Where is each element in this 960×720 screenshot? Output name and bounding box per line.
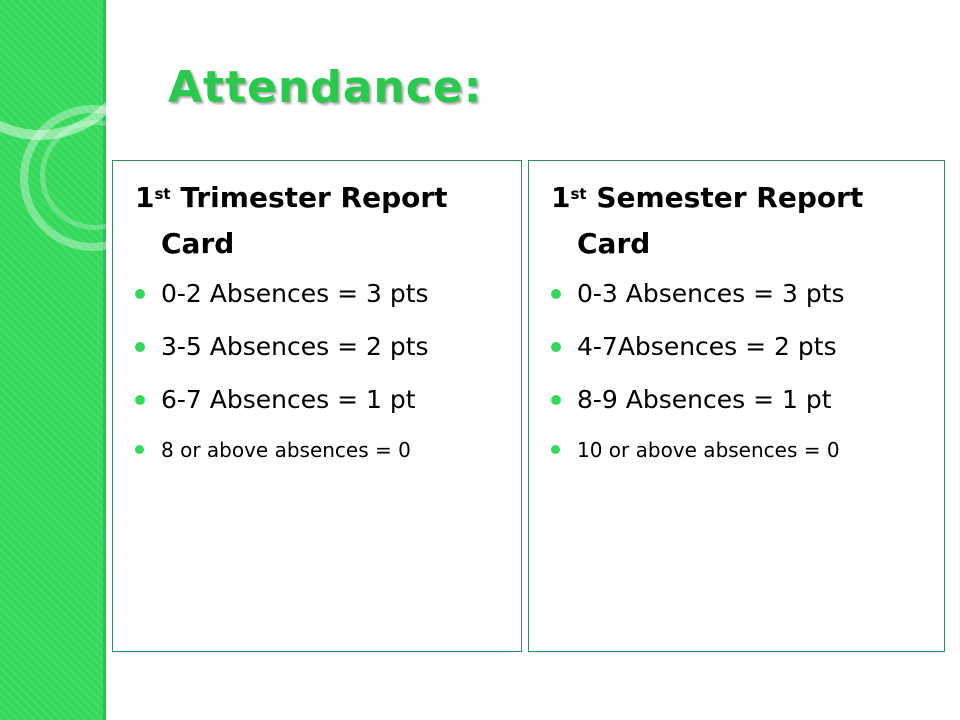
list-item — [551, 428, 845, 481]
list-item — [551, 375, 845, 428]
list-item — [135, 269, 429, 322]
semester-list — [551, 269, 845, 481]
semester-heading — [551, 175, 931, 267]
slide-title: Attendance: — [168, 62, 483, 113]
bullet-icon — [551, 289, 561, 299]
list-item-text: 0-3 Absences = 3 pts — [577, 279, 845, 308]
bullet-icon — [135, 289, 145, 299]
list-item-text: 3-5 Absences = 2 pts — [161, 332, 429, 361]
bullet-icon — [551, 395, 561, 405]
list-item-text: 10 or above absences = 0 — [577, 438, 840, 462]
heading-superscript: st — [154, 185, 171, 203]
semester-panel — [528, 160, 945, 652]
list-item-text: 0-2 Absences = 3 pts — [161, 279, 429, 308]
heading-line1: Semester Report — [596, 181, 864, 214]
list-item — [551, 322, 845, 375]
bullet-icon — [551, 445, 560, 454]
bullet-icon — [135, 342, 145, 352]
trimester-list — [135, 269, 429, 481]
trimester-heading — [135, 175, 515, 267]
bullet-icon — [551, 342, 561, 352]
bullet-icon — [135, 445, 144, 454]
list-item-text: 4-7Absences = 2 pts — [577, 332, 837, 361]
list-item-text: 8-9 Absences = 1 pt — [577, 385, 832, 414]
heading-line2: Card — [161, 227, 235, 260]
list-item-text: 6-7 Absences = 1 pt — [161, 385, 416, 414]
heading-number: 1 — [551, 181, 571, 214]
trimester-panel — [112, 160, 522, 652]
list-item-text: 8 or above absences = 0 — [161, 438, 411, 462]
list-item — [135, 322, 429, 375]
bullet-icon — [135, 395, 145, 405]
heading-superscript: st — [570, 185, 587, 203]
list-item — [551, 269, 845, 322]
list-item — [135, 428, 429, 481]
heading-number: 1 — [135, 181, 155, 214]
heading-line2: Card — [577, 227, 651, 260]
heading-line1: Trimester Report — [180, 181, 448, 214]
list-item — [135, 375, 429, 428]
